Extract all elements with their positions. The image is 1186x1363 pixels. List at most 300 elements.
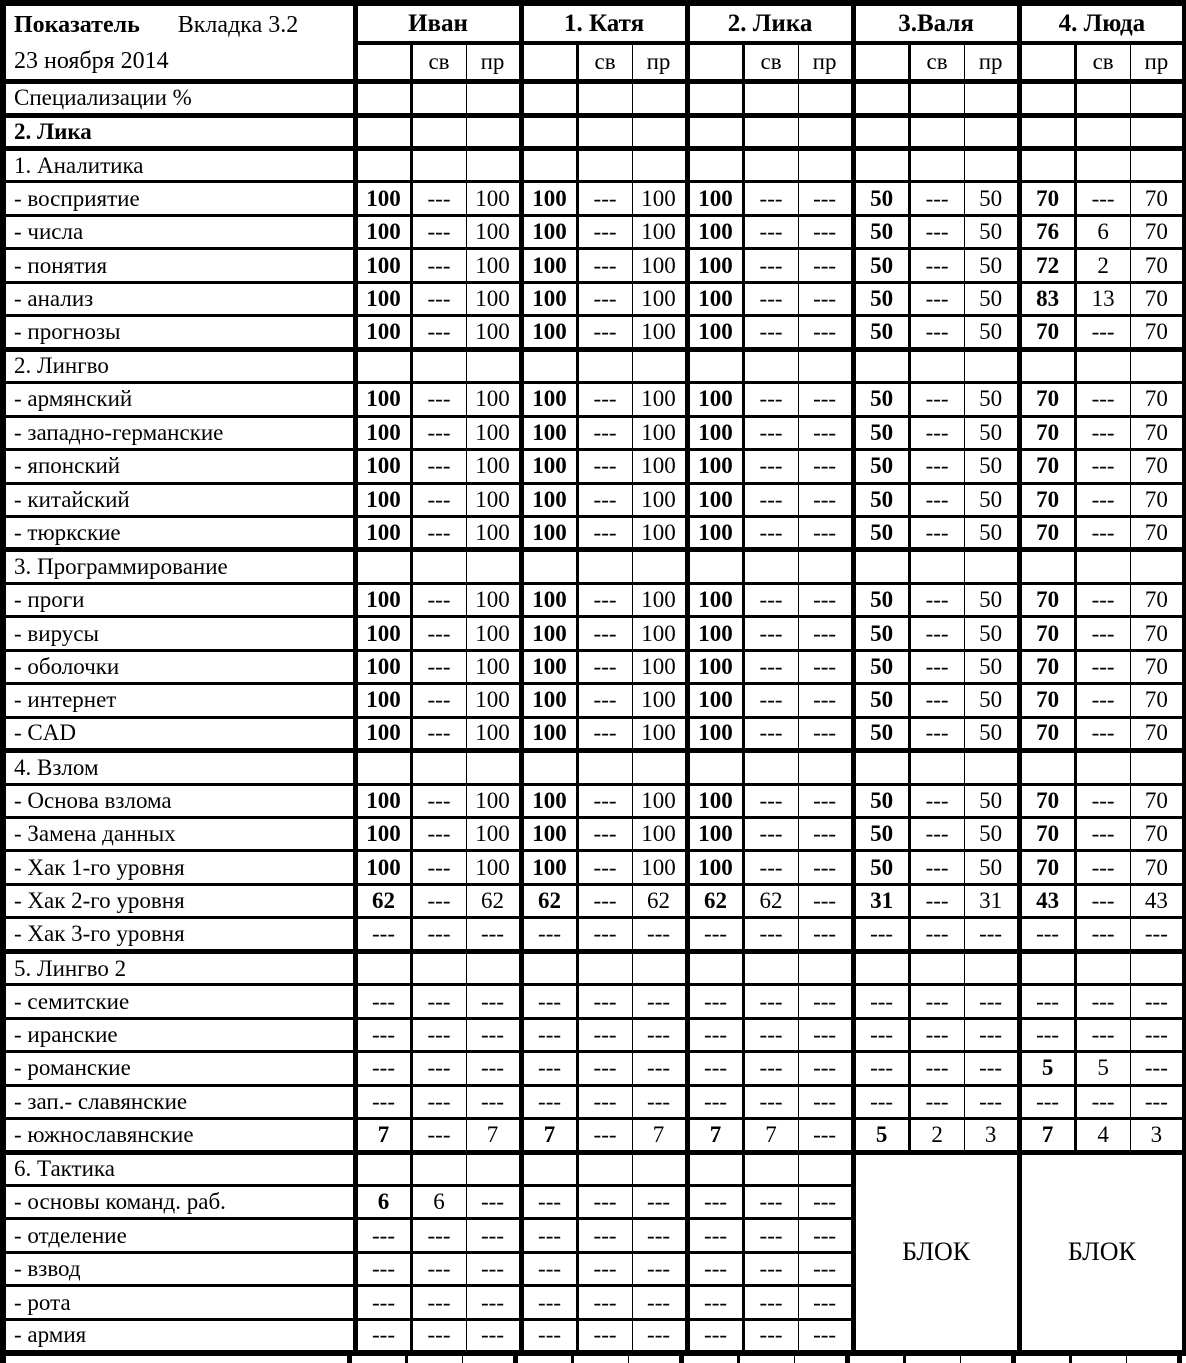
value-cell: 6 xyxy=(355,1186,411,1219)
value-cell: 62 xyxy=(355,884,411,917)
value-cell: 7 xyxy=(521,1119,577,1152)
value-cell: 100 xyxy=(521,450,577,483)
row-label: - Хак 3-го уровня xyxy=(3,918,355,951)
value-cell: --- xyxy=(632,1186,687,1219)
value-cell: --- xyxy=(411,684,466,717)
value-cell: --- xyxy=(964,918,1019,951)
empty-cell xyxy=(909,148,964,181)
subcol-main-header xyxy=(521,43,577,81)
table-row xyxy=(3,282,1185,315)
value-cell: 100 xyxy=(466,249,521,282)
value-cell: --- xyxy=(909,818,964,851)
sliver-cell xyxy=(1072,1356,1127,1363)
value-cell: --- xyxy=(1019,1018,1075,1051)
value-cell: --- xyxy=(909,416,964,449)
value-cell: 70 xyxy=(1019,516,1075,549)
empty-cell xyxy=(853,349,909,382)
value-cell: 50 xyxy=(853,818,909,851)
value-cell: --- xyxy=(1075,450,1130,483)
value-cell: --- xyxy=(743,818,798,851)
value-cell: --- xyxy=(411,1052,466,1085)
value-cell: --- xyxy=(632,1085,687,1118)
table-row xyxy=(3,851,1185,884)
value-cell: 70 xyxy=(1019,617,1075,650)
value-cell: --- xyxy=(687,1186,743,1219)
empty-cell xyxy=(743,115,798,148)
value-cell: --- xyxy=(853,985,909,1018)
value-cell: --- xyxy=(743,918,798,951)
value-cell: --- xyxy=(1075,516,1130,549)
value-cell: 100 xyxy=(632,316,687,349)
value-cell: 50 xyxy=(853,684,909,717)
empty-cell xyxy=(798,82,853,115)
value-cell: --- xyxy=(798,918,853,951)
value-cell: --- xyxy=(909,583,964,616)
value-cell: 100 xyxy=(687,249,743,282)
empty-cell xyxy=(1130,951,1185,984)
value-cell: --- xyxy=(466,985,521,1018)
row-label: - иранские xyxy=(3,1018,355,1051)
value-cell: --- xyxy=(687,1252,743,1285)
value-cell: 100 xyxy=(632,684,687,717)
value-cell: 70 xyxy=(1019,450,1075,483)
value-cell: --- xyxy=(1130,1085,1185,1118)
value-cell: --- xyxy=(743,1286,798,1319)
sliver-cell xyxy=(518,1356,574,1363)
row-label: - CAD xyxy=(3,717,355,750)
empty-cell xyxy=(909,349,964,382)
value-cell: 100 xyxy=(466,784,521,817)
value-cell: 50 xyxy=(964,215,1019,248)
section-header-row xyxy=(3,951,1185,984)
value-cell: 70 xyxy=(1019,851,1075,884)
value-cell: 100 xyxy=(355,818,411,851)
value-cell: 50 xyxy=(964,516,1019,549)
value-cell: --- xyxy=(355,1252,411,1285)
value-cell: 70 xyxy=(1130,450,1185,483)
value-cell: --- xyxy=(798,1286,853,1319)
value-cell: 50 xyxy=(853,416,909,449)
subcol-main-header xyxy=(355,43,411,81)
value-cell: 7 xyxy=(687,1119,743,1152)
value-cell: --- xyxy=(687,985,743,1018)
value-cell: 100 xyxy=(687,516,743,549)
value-cell: --- xyxy=(466,1219,521,1252)
value-cell: --- xyxy=(798,684,853,717)
value-cell: --- xyxy=(909,918,964,951)
value-cell: --- xyxy=(687,1018,743,1051)
empty-cell xyxy=(521,115,577,148)
row-label: - понятия xyxy=(3,249,355,282)
value-cell: --- xyxy=(743,383,798,416)
value-cell: 100 xyxy=(355,215,411,248)
table-row xyxy=(3,249,1185,282)
value-cell: --- xyxy=(577,818,632,851)
value-cell: --- xyxy=(853,1018,909,1051)
value-cell: --- xyxy=(411,383,466,416)
empty-cell xyxy=(964,148,1019,181)
value-cell: --- xyxy=(521,1186,577,1219)
empty-cell xyxy=(1075,550,1130,583)
table-row xyxy=(3,182,1185,215)
sliver-cell xyxy=(574,1356,629,1363)
empty-cell xyxy=(909,550,964,583)
sliver-cell xyxy=(1127,1356,1182,1363)
value-cell: --- xyxy=(909,784,964,817)
empty-cell xyxy=(355,951,411,984)
value-cell: --- xyxy=(411,282,466,315)
empty-cell xyxy=(964,349,1019,382)
subcol-sv-header: св xyxy=(909,43,964,81)
row-label: - Хак 1-го уровня xyxy=(3,851,355,884)
value-cell: 100 xyxy=(355,583,411,616)
value-cell: --- xyxy=(1075,818,1130,851)
value-cell: --- xyxy=(1075,1018,1130,1051)
value-cell: --- xyxy=(521,1052,577,1085)
empty-cell xyxy=(466,751,521,784)
value-cell: --- xyxy=(466,1018,521,1051)
empty-cell xyxy=(1019,751,1075,784)
empty-cell xyxy=(577,751,632,784)
value-cell: --- xyxy=(1130,985,1185,1018)
value-cell: 70 xyxy=(1019,182,1075,215)
empty-cell xyxy=(632,148,687,181)
empty-cell xyxy=(1019,82,1075,115)
table-header-cell xyxy=(3,3,355,82)
empty-cell xyxy=(521,751,577,784)
table-row xyxy=(3,483,1185,516)
value-cell: 100 xyxy=(466,516,521,549)
value-cell: --- xyxy=(743,1319,798,1353)
value-cell: --- xyxy=(743,617,798,650)
value-cell: 100 xyxy=(355,851,411,884)
value-cell: 100 xyxy=(466,316,521,349)
value-cell: 100 xyxy=(355,617,411,650)
empty-cell xyxy=(1075,951,1130,984)
value-cell: 100 xyxy=(355,450,411,483)
value-cell: 70 xyxy=(1019,316,1075,349)
value-cell: --- xyxy=(577,583,632,616)
sliver-cell xyxy=(0,1356,352,1363)
empty-cell xyxy=(853,82,909,115)
value-cell: --- xyxy=(355,1286,411,1319)
value-cell: 5 xyxy=(1075,1052,1130,1085)
empty-cell xyxy=(1075,148,1130,181)
empty-cell xyxy=(411,148,466,181)
value-cell: 100 xyxy=(466,818,521,851)
value-cell: --- xyxy=(798,516,853,549)
value-cell: --- xyxy=(411,650,466,683)
value-cell: 100 xyxy=(632,851,687,884)
empty-cell xyxy=(743,1152,798,1185)
value-cell: --- xyxy=(577,416,632,449)
empty-cell xyxy=(521,148,577,181)
empty-cell xyxy=(687,82,743,115)
subcol-sv-header: св xyxy=(411,43,466,81)
value-cell: --- xyxy=(853,918,909,951)
value-cell: --- xyxy=(743,583,798,616)
value-cell: --- xyxy=(577,1219,632,1252)
value-cell: --- xyxy=(577,1052,632,1085)
value-cell: --- xyxy=(909,282,964,315)
empty-cell xyxy=(687,349,743,382)
value-cell: 100 xyxy=(466,282,521,315)
value-cell: 50 xyxy=(853,516,909,549)
row-label: - армия xyxy=(3,1319,355,1353)
empty-cell xyxy=(466,82,521,115)
value-cell: --- xyxy=(743,450,798,483)
value-cell: 100 xyxy=(355,249,411,282)
empty-cell xyxy=(355,82,411,115)
empty-cell xyxy=(355,550,411,583)
empty-cell xyxy=(521,82,577,115)
value-cell: --- xyxy=(909,182,964,215)
empty-cell xyxy=(687,550,743,583)
value-cell: --- xyxy=(909,450,964,483)
value-cell: 5 xyxy=(853,1119,909,1152)
value-cell: --- xyxy=(1075,784,1130,817)
person-column-header: 4. Люда xyxy=(1019,3,1185,43)
sliver-cell xyxy=(463,1356,518,1363)
value-cell: --- xyxy=(798,182,853,215)
value-cell: 100 xyxy=(632,383,687,416)
value-cell: 70 xyxy=(1019,717,1075,750)
subcol-sv-header: св xyxy=(743,43,798,81)
value-cell: --- xyxy=(355,918,411,951)
value-cell: 70 xyxy=(1130,316,1185,349)
empty-cell xyxy=(521,550,577,583)
value-cell: --- xyxy=(577,717,632,750)
value-cell: 70 xyxy=(1130,583,1185,616)
value-cell: --- xyxy=(798,215,853,248)
value-cell: --- xyxy=(411,1319,466,1353)
value-cell: --- xyxy=(577,650,632,683)
value-cell: 100 xyxy=(632,416,687,449)
value-cell: 100 xyxy=(687,717,743,750)
value-cell: --- xyxy=(909,516,964,549)
empty-cell xyxy=(964,751,1019,784)
value-cell: 70 xyxy=(1019,483,1075,516)
value-cell: 100 xyxy=(466,483,521,516)
value-cell: --- xyxy=(909,1018,964,1051)
value-cell: 100 xyxy=(687,450,743,483)
value-cell: 50 xyxy=(964,450,1019,483)
subcol-main-header xyxy=(687,43,743,81)
value-cell: --- xyxy=(798,985,853,1018)
value-cell: 100 xyxy=(355,383,411,416)
value-cell: --- xyxy=(1130,1018,1185,1051)
value-cell: 70 xyxy=(1130,684,1185,717)
value-cell: --- xyxy=(798,483,853,516)
empty-cell xyxy=(577,349,632,382)
value-cell: 70 xyxy=(1130,650,1185,683)
person-column-header: 1. Катя xyxy=(521,3,687,43)
table-row xyxy=(3,416,1185,449)
sliver-cell xyxy=(961,1356,1016,1363)
value-cell: 100 xyxy=(687,684,743,717)
value-cell: 50 xyxy=(964,316,1019,349)
value-cell: 3 xyxy=(964,1119,1019,1152)
value-cell: --- xyxy=(411,1085,466,1118)
row-label: - Хак 2-го уровня xyxy=(3,884,355,917)
value-cell: --- xyxy=(798,1252,853,1285)
row-label: - восприятие xyxy=(3,182,355,215)
table-row xyxy=(3,1085,1185,1118)
empty-cell xyxy=(355,751,411,784)
empty-cell xyxy=(632,82,687,115)
empty-cell xyxy=(909,951,964,984)
value-cell: 100 xyxy=(466,617,521,650)
value-cell: 50 xyxy=(853,784,909,817)
value-cell: 100 xyxy=(632,650,687,683)
value-cell: --- xyxy=(1075,1085,1130,1118)
value-cell: --- xyxy=(798,650,853,683)
row-label: - южнославянские xyxy=(3,1119,355,1152)
value-cell: 100 xyxy=(355,684,411,717)
value-cell: 70 xyxy=(1019,818,1075,851)
value-cell: --- xyxy=(577,617,632,650)
value-cell: --- xyxy=(743,249,798,282)
value-cell: 100 xyxy=(632,583,687,616)
table-row xyxy=(3,884,1185,917)
value-cell: 100 xyxy=(687,383,743,416)
value-cell: 13 xyxy=(1075,282,1130,315)
empty-cell xyxy=(466,951,521,984)
value-cell: --- xyxy=(466,1186,521,1219)
table-row xyxy=(3,450,1185,483)
empty-cell xyxy=(687,951,743,984)
value-cell: 62 xyxy=(743,884,798,917)
value-cell: 70 xyxy=(1130,249,1185,282)
value-cell: --- xyxy=(798,1018,853,1051)
value-cell: --- xyxy=(743,985,798,1018)
value-cell: 100 xyxy=(632,617,687,650)
value-cell: 6 xyxy=(1075,215,1130,248)
empty-cell xyxy=(632,751,687,784)
value-cell: --- xyxy=(1075,383,1130,416)
value-cell: --- xyxy=(632,1252,687,1285)
value-cell: 100 xyxy=(687,617,743,650)
value-cell: --- xyxy=(355,1085,411,1118)
row-label: - семитские xyxy=(3,985,355,1018)
empty-cell xyxy=(798,550,853,583)
value-cell: --- xyxy=(909,717,964,750)
value-cell: --- xyxy=(1075,316,1130,349)
value-cell: --- xyxy=(798,1186,853,1219)
section-header-label: 5. Лингво 2 xyxy=(3,951,355,984)
empty-cell xyxy=(411,951,466,984)
value-cell: 50 xyxy=(964,416,1019,449)
value-cell: --- xyxy=(798,1085,853,1118)
value-cell: --- xyxy=(521,1219,577,1252)
empty-cell xyxy=(577,148,632,181)
empty-cell xyxy=(909,751,964,784)
value-cell: 3 xyxy=(1130,1119,1185,1152)
value-cell: --- xyxy=(411,1219,466,1252)
value-cell: --- xyxy=(1075,416,1130,449)
value-cell: --- xyxy=(577,383,632,416)
empty-cell xyxy=(964,115,1019,148)
table-row xyxy=(3,383,1185,416)
value-cell: --- xyxy=(964,985,1019,1018)
subcol-sv-header: св xyxy=(1075,43,1130,81)
table-row xyxy=(3,215,1185,248)
value-cell: --- xyxy=(1075,918,1130,951)
value-cell: --- xyxy=(411,583,466,616)
value-cell: --- xyxy=(909,884,964,917)
value-cell: --- xyxy=(411,884,466,917)
value-cell: --- xyxy=(577,450,632,483)
empty-cell xyxy=(798,349,853,382)
empty-cell xyxy=(964,82,1019,115)
value-cell: 7 xyxy=(355,1119,411,1152)
value-cell: 50 xyxy=(964,583,1019,616)
row-label: - оболочки xyxy=(3,650,355,683)
value-cell: 100 xyxy=(521,316,577,349)
value-cell: 43 xyxy=(1019,884,1075,917)
table-row xyxy=(3,684,1185,717)
value-cell: 70 xyxy=(1019,684,1075,717)
value-cell: 50 xyxy=(853,450,909,483)
value-cell: 100 xyxy=(355,483,411,516)
empty-cell xyxy=(632,1152,687,1185)
value-cell: --- xyxy=(521,985,577,1018)
value-cell: --- xyxy=(909,1052,964,1085)
value-cell: --- xyxy=(743,1052,798,1085)
value-cell: --- xyxy=(355,1018,411,1051)
empty-cell xyxy=(687,148,743,181)
value-cell: --- xyxy=(964,1085,1019,1118)
row-label: - взвод xyxy=(3,1252,355,1285)
value-cell: 100 xyxy=(355,717,411,750)
row-label: - японский xyxy=(3,450,355,483)
value-cell: --- xyxy=(743,282,798,315)
value-cell: 5 xyxy=(1019,1052,1075,1085)
value-cell: 70 xyxy=(1130,483,1185,516)
subcol-pr-header: пр xyxy=(1130,43,1185,81)
table-row xyxy=(3,650,1185,683)
table-row xyxy=(3,316,1185,349)
row-label: - армянский xyxy=(3,383,355,416)
value-cell: --- xyxy=(687,1052,743,1085)
empty-cell xyxy=(632,550,687,583)
value-cell: 50 xyxy=(964,282,1019,315)
value-cell: --- xyxy=(687,1286,743,1319)
value-cell: 100 xyxy=(632,182,687,215)
value-cell: 70 xyxy=(1130,282,1185,315)
value-cell: 70 xyxy=(1130,784,1185,817)
value-cell: 50 xyxy=(853,650,909,683)
value-cell: 50 xyxy=(853,282,909,315)
value-cell: 100 xyxy=(521,684,577,717)
value-cell: --- xyxy=(798,1319,853,1353)
value-cell: --- xyxy=(743,1085,798,1118)
subcol-pr-header: пр xyxy=(964,43,1019,81)
header-row-names xyxy=(3,3,1185,43)
value-cell: --- xyxy=(798,316,853,349)
row-label: - рота xyxy=(3,1286,355,1319)
value-cell: --- xyxy=(909,483,964,516)
value-cell: --- xyxy=(798,383,853,416)
value-cell: 70 xyxy=(1019,650,1075,683)
value-cell: --- xyxy=(798,416,853,449)
empty-cell xyxy=(466,148,521,181)
value-cell: --- xyxy=(632,1018,687,1051)
empty-cell xyxy=(521,349,577,382)
empty-cell xyxy=(577,82,632,115)
value-cell: 100 xyxy=(687,818,743,851)
empty-cell xyxy=(1130,349,1185,382)
